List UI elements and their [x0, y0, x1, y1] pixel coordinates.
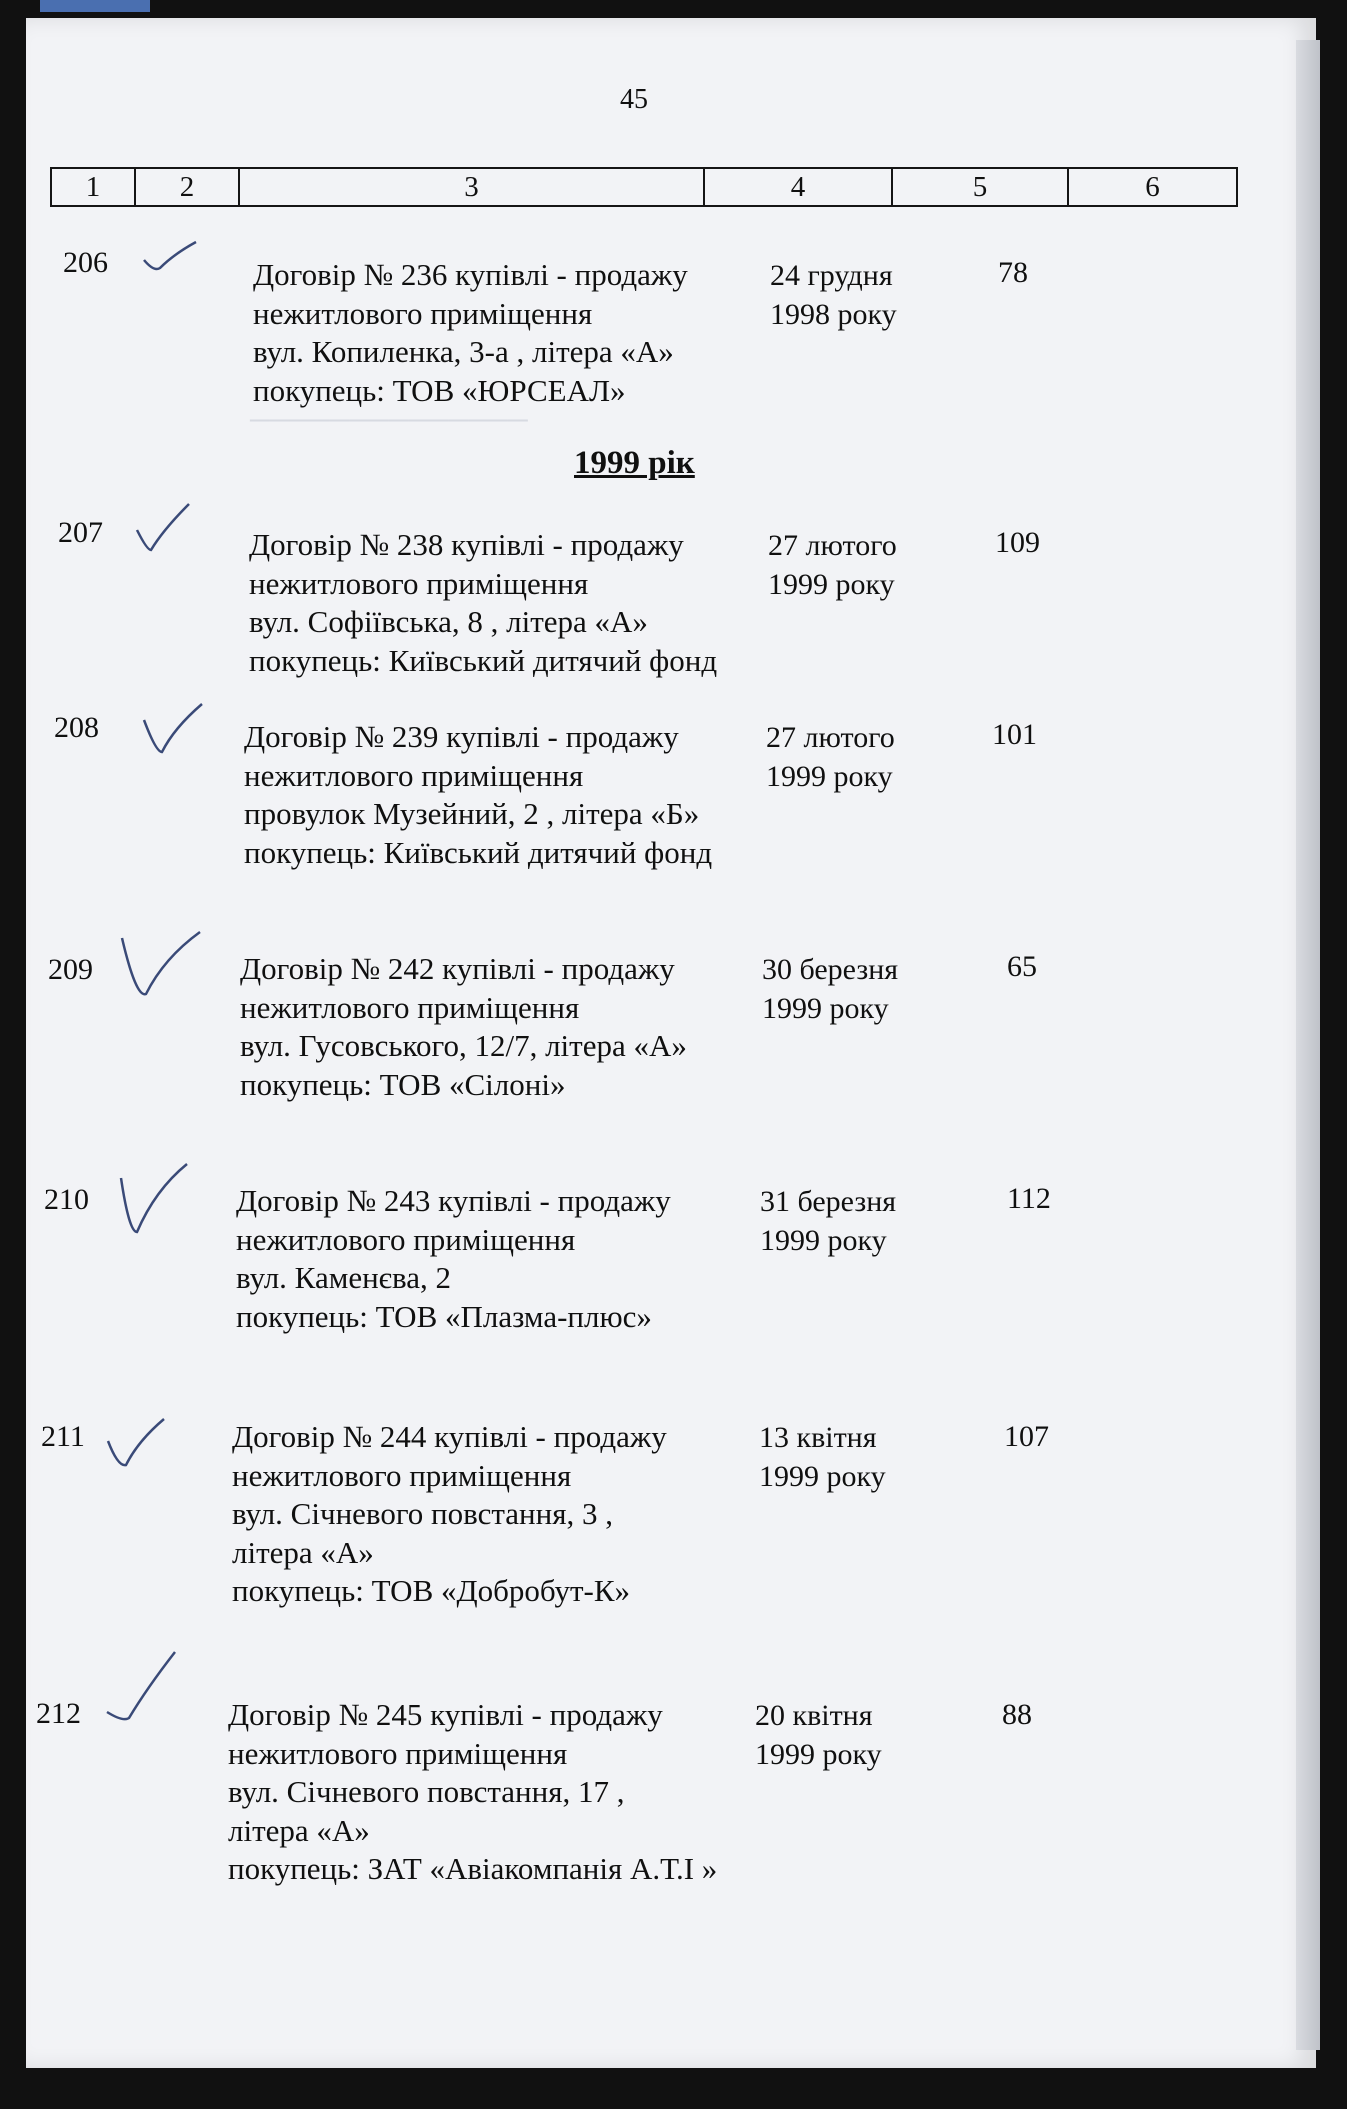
entry-date: 30 березня 1999 року [762, 953, 899, 1025]
page-edge [1296, 40, 1320, 2050]
checkmark-icon [103, 1648, 179, 1724]
entry-number: 208 [54, 711, 99, 744]
entry-pages: 65 [1007, 950, 1037, 983]
entry-description: Договір № 239 купівлі - продажу нежитлового приміщення провулок Музейний, 2 , літера «Б» покупець: Київський дитячий фонд [244, 719, 713, 870]
entry-number: 212 [36, 1697, 81, 1730]
entry-number: 209 [48, 953, 93, 986]
column-header-3: 3 [239, 168, 704, 206]
entry-description: Договір № 245 купівлі - продажу нежитлового приміщення вул. Січневого повстання, 17 , літера «А» покупець: ЗАТ «Авіакомпанія А.Т.І » [228, 1697, 718, 1886]
entry-date: 27 лютого 1999 року [766, 721, 895, 793]
column-header-table [50, 167, 1238, 207]
entry-pages: 107 [1004, 1420, 1049, 1453]
column-header-1: 1 [51, 168, 135, 206]
checkmark-icon [118, 928, 204, 1000]
entry-description: Договір № 243 купівлі - продажу нежитлового приміщення вул. Каменєва, 2 покупець: ТОВ «Плазма-плюс» [236, 1183, 671, 1334]
page-number: 45 [620, 84, 648, 115]
entry-pages: 101 [992, 718, 1037, 751]
entry-number: 206 [63, 246, 108, 279]
entry-description: Договір № 236 купівлі - продажу нежитлового приміщення вул. Копиленка, 3-а , літера «А» покупець: ТОВ «ЮРСЕАЛ» [253, 257, 688, 408]
checkmark-icon [104, 1415, 168, 1471]
entry-pages: 112 [1007, 1182, 1051, 1215]
checkmark-icon [140, 238, 200, 278]
entry-description: Договір № 244 купівлі - продажу нежитлового приміщення вул. Січневого повстання, 3 , літера «А» покупець: ТОВ «Добробут-К» [232, 1419, 667, 1608]
entry-description: Договір № 242 купівлі - продажу нежитлового приміщення вул. Гусовського, 12/7, літера «А» покупець: ТОВ «Сілоні» [240, 951, 687, 1102]
bleed-through: ────────────── [250, 405, 528, 436]
entry-description: Договір № 238 купівлі - продажу нежитлового приміщення вул. Софіївська, 8 , літера «А» покупець: Київський дитячий фонд [249, 527, 718, 678]
entry-date: 27 лютого 1999 року [768, 529, 897, 601]
entry-date: 13 квітня 1999 року [759, 1421, 886, 1493]
entry-pages: 109 [995, 526, 1040, 559]
checkmark-icon [115, 1160, 191, 1236]
column-header-6: 6 [1068, 168, 1237, 206]
column-header-5: 5 [892, 168, 1068, 206]
tab-mark [40, 0, 150, 12]
entry-date: 20 квітня 1999 року [755, 1699, 882, 1771]
checkmark-icon [140, 700, 206, 756]
entry-date: 31 березня 1999 року [760, 1185, 897, 1257]
entry-pages: 78 [998, 256, 1028, 289]
column-header-2: 2 [135, 168, 239, 206]
column-header-4: 4 [704, 168, 892, 206]
checkmark-icon [133, 500, 193, 556]
entry-pages: 88 [1002, 1698, 1032, 1731]
entry-number: 210 [44, 1183, 89, 1216]
entry-number: 207 [58, 516, 103, 549]
year-heading: 1999 рік [574, 445, 695, 481]
entry-number: 211 [41, 1420, 85, 1453]
entry-date: 24 грудня 1998 року [770, 259, 897, 331]
